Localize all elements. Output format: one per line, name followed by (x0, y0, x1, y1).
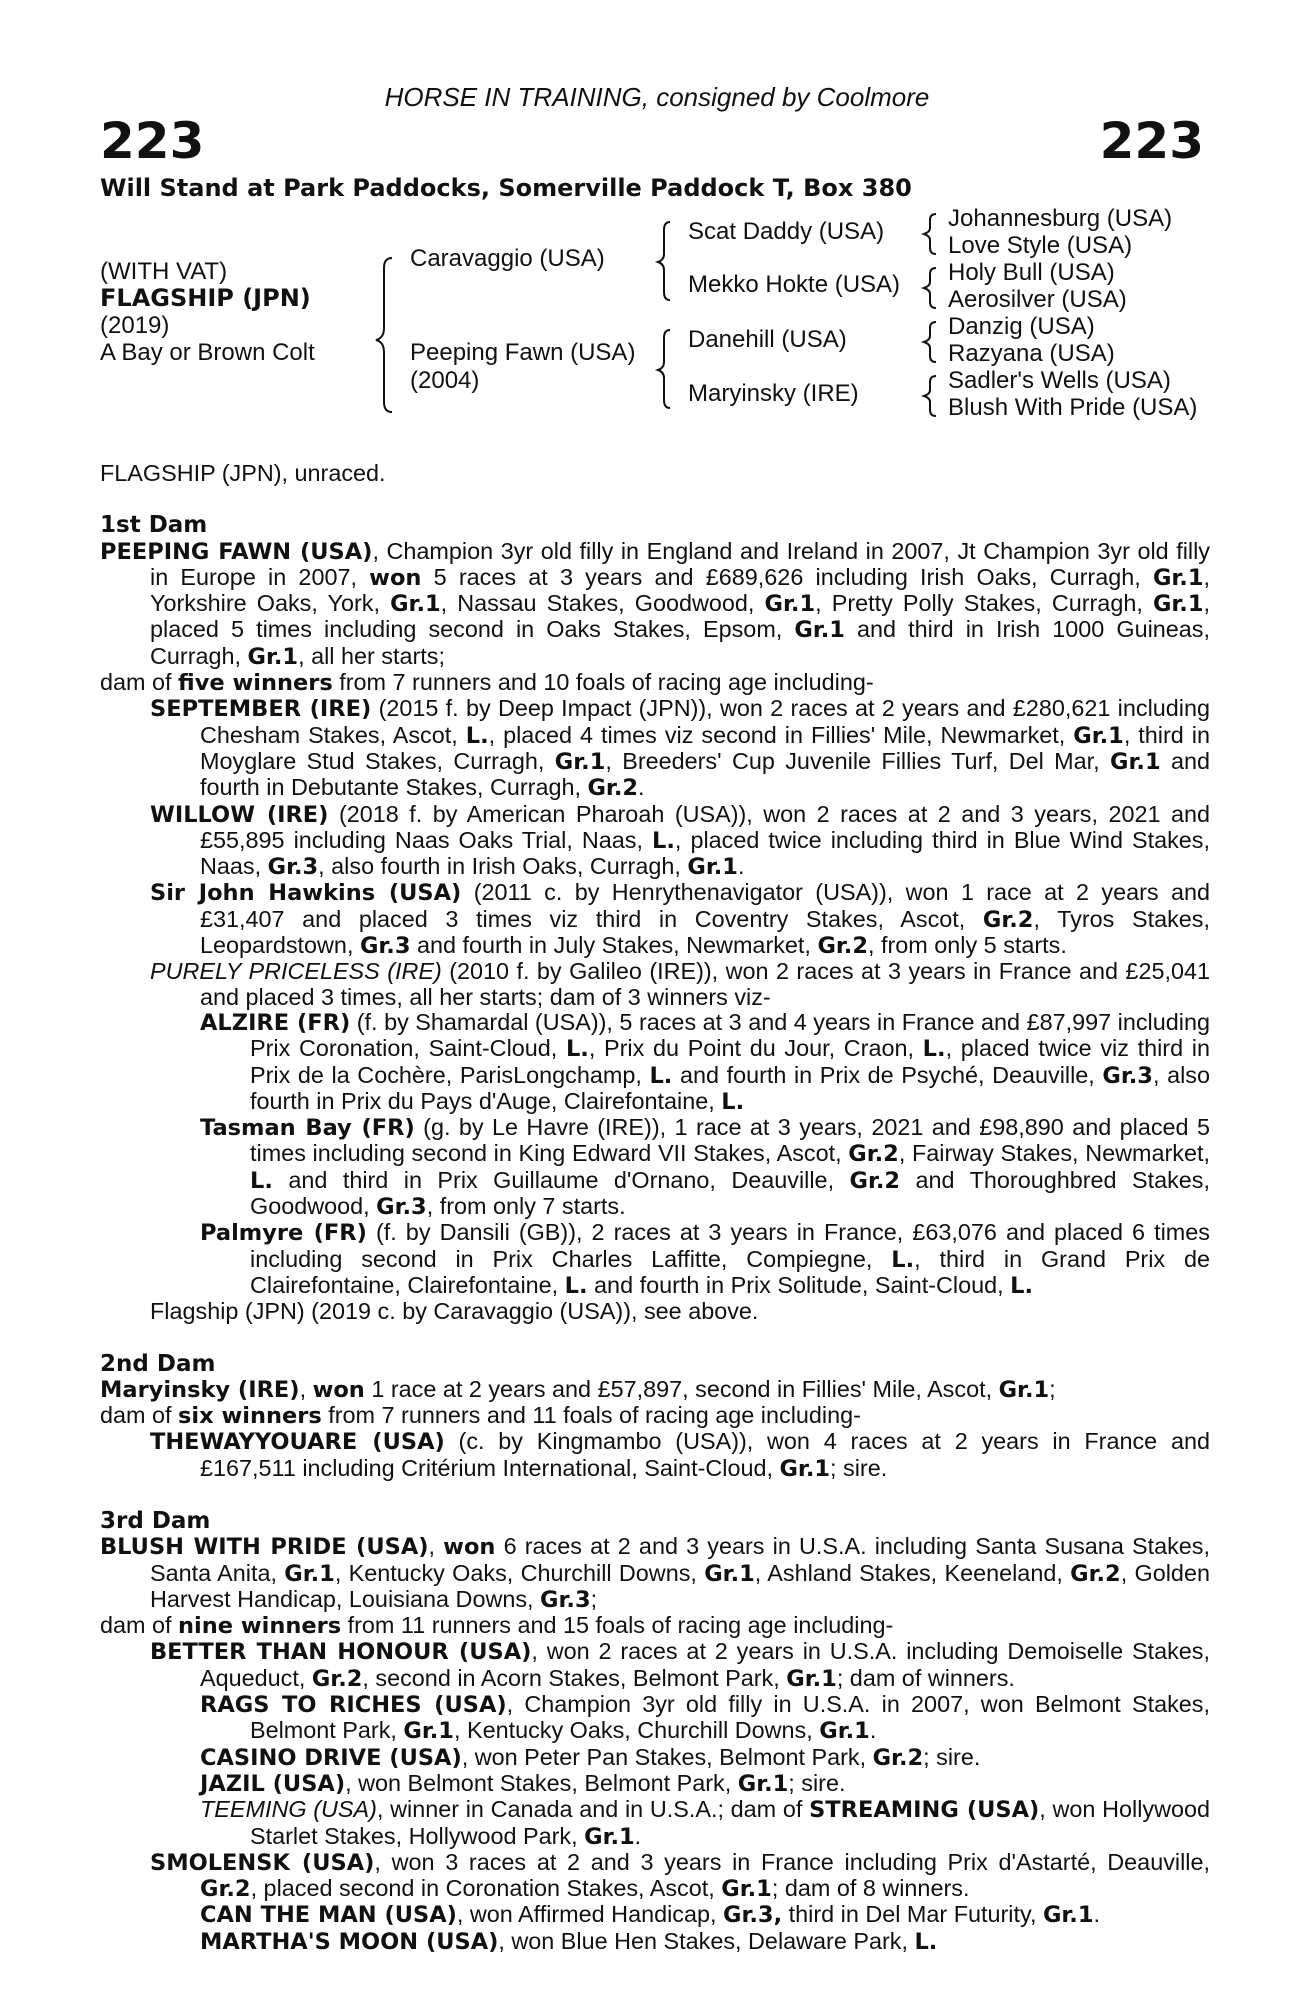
bracket-dam (658, 330, 670, 408)
produce-can-the-man: CAN THE MAN (USA), won Affirmed Handicap, Gr.3, third in Del Mar Futurity, Gr.1. (200, 1901, 1101, 1929)
dam-name: Peeping Fawn (USA) (410, 339, 636, 366)
produce-alzire: ALZIRE (FR) (f. by Shamardal (USA)), 5 races at 3 and 4 years in France and £87,997 including Prix Coronation, Saint-Cloud, L., Prix du Point du Jour, Craon, L., placed twice viz third in Prix de la Cochère, ParisLongchamp, L. and fourth in Prix de Psyché, Deauville, Gr.3, also fourth in Prix du Pays d'Auge, Clairefontaine, L. (200, 1008, 1210, 1115)
dam-dam: Maryinsky (IRE) (688, 380, 859, 407)
gen3-7: Sadler's Wells (USA) (948, 367, 1171, 394)
bracket-g4 (924, 376, 936, 416)
sire-sire: Scat Daddy (USA) (688, 218, 885, 245)
catalogue-body (100, 461, 1210, 1955)
sire-dam: Mekko Hokte (USA) (688, 271, 901, 298)
produce-rags-to-riches: RAGS TO RICHES (USA), Champion 3yr old filly in U.S.A. in 2007, won Belmont Stakes, Belmont Park, Gr.1, Kentucky Oaks, Churchill Downs, Gr.1. (200, 1691, 1210, 1745)
sire-name: Caravaggio (USA) (410, 245, 605, 272)
produce-thewayyouare: THEWAYYOUARE (USA) (c. by Kingmambo (USA)), won 4 races at 2 years in France and £167,511 including Critérium International, Saint-Cloud, Gr.1; sire. (150, 1428, 1210, 1482)
second-dam-produce-summary: dam of six winners from 7 runners and 11 foals of racing age including- (100, 1402, 861, 1430)
gen3-5: Danzig (USA) (948, 313, 1095, 340)
produce-jazil: JAZIL (USA), won Belmont Stakes, Belmont Park, Gr.1; sire. (200, 1769, 846, 1797)
produce-purely-priceless: PURELY PRICELESS (IRE) (2010 f. by Galileo (IRE)), won 2 races at 3 years in France and £25,041 and placed 3 times, all her starts; dam of 3 winners viz- (150, 958, 1210, 1010)
dam-sire: Danehill (USA) (688, 326, 847, 353)
produce-smolensk: SMOLENSK (USA), won 3 races at 2 and 3 years in France including Prix d'Astarté, Deauville, Gr.2, placed second in Coronation Stakes, Ascot, Gr.1; dam of 8 winners. (150, 1848, 1210, 1903)
produce-better-than-honour: BETTER THAN HONOUR (USA), won 2 races at 2 years in U.S.A. including Demoiselle Stakes, Aqueduct, Gr.2, second in Acorn Stakes, Belmont Park, Gr.1; dam of winners. (150, 1638, 1210, 1692)
bracket-g2 (924, 268, 936, 308)
produce-willow: WILLOW (IRE) (2018 f. by American Pharoah (USA)), won 2 races at 2 and 3 years, 2021 and £55,895 including Naas Oaks Trial, Naas, L., placed twice including third in Blue Wind Stakes, Naas, Gr.3, also fourth in Irish Oaks, Curragh, Gr.1. (150, 800, 1211, 881)
first-dam-entry: PEEPING FAWN (USA), Champion 3yr old filly in England and Ireland in 2007, Jt Champion 3yr old filly in Europe in 2007, won 5 races at 3 years and £689,626 including Irish Oaks, Curragh, Gr.1, Yorkshire Oaks, York, Gr.1, Nassau Stakes, Goodwood, Gr.1, Pretty Polly Stakes, Curragh, Gr.1, placed 5 times including second in Oaks Stakes, Epsom, Gr.1 and third in Irish 1000 Guineas, Curragh, Gr.1, all her starts; (100, 537, 1211, 670)
section-3rd-dam: 3rd Dam (100, 1507, 211, 1534)
third-dam-entry: BLUSH WITH PRIDE (USA), won 6 races at 2 and 3 years in U.S.A. including Santa Susana Stakes, Santa Anita, Gr.1, Kentucky Oaks, Churchill Downs, Gr.1, Ashland Stakes, Keeneland, Gr.2, Golden Harvest Handicap, Louisiana Downs, Gr.3; (100, 1533, 1210, 1613)
gen3-3: Holy Bull (USA) (948, 259, 1115, 286)
produce-sir-john-hawkins: Sir John Hawkins (USA) (2011 c. by Henrythenavigator (USA)), won 1 race at 2 years and £31,407 and placed 3 times viz third in Coventry Stakes, Ascot, Gr.2, Tyros Stakes, Leopardstown, Gr.3 and fourth in July Stakes, Newmarket, Gr.2, from only 5 starts. (150, 879, 1210, 960)
produce-tasman-bay: Tasman Bay (FR) (g. by Le Havre (IRE)), 1 race at 3 years, 2021 and £98,890 and placed 5 times including second in King Edward VII Stakes, Ascot, Gr.2, Fairway Stakes, Newmarket, L. and third in Prix Guillaume d'Ornano, Deauville, Gr.2 and Thoroughbred Stakes, Goodwood, Gr.3, from only 7 starts. (200, 1114, 1211, 1221)
gen3-4: Aerosilver (USA) (948, 286, 1127, 313)
bracket-g1 (924, 214, 936, 254)
consignor-header: HORSE IN TRAINING, consigned by Coolmore (384, 82, 930, 112)
produce-marthas-moon: MARTHA'S MOON (USA), won Blue Hen Stakes, Delaware Park, L. (200, 1927, 938, 1955)
horse-name: FLAGSHIP (JPN) (100, 284, 311, 312)
horse-year: (2019) (100, 312, 170, 339)
horse-description: A Bay or Brown Colt (100, 339, 315, 366)
bracket-g3 (924, 322, 936, 362)
produce-casino-drive: CASINO DRIVE (USA), won Peter Pan Stakes, Belmont Park, Gr.2; sire. (200, 1743, 981, 1771)
gen3-6: Razyana (USA) (948, 340, 1115, 367)
gen3-2: Love Style (USA) (948, 232, 1133, 259)
bracket-main (376, 258, 392, 412)
produce-teeming: TEEMING (USA), winner in Canada and in U.S.A.; dam of STREAMING (USA), won Hollywood Starlet Stakes, Hollywood Park, Gr.1. (200, 1796, 1211, 1850)
third-dam-produce-summary: dam of nine winners from 11 runners and 15 foals of racing age including- (100, 1612, 894, 1640)
bracket-sire (658, 222, 670, 300)
produce-flagship: Flagship (JPN) (2019 c. by Caravaggio (USA)), see above. (150, 1298, 759, 1325)
produce-september: SEPTEMBER (IRE) (2015 f. by Deep Impact (JPN)), won 2 races at 2 years and £280,621 including Chesham Stakes, Ascot, L., placed 4 times viz second in Fillies' Mile, Newmarket, Gr.1, third in Moyglare Stud Stakes, Curragh, Gr.1, Breeders' Cup Juvenile Fillies Turf, Del Mar, Gr.1 and fourth in Debutante Stakes, Curragh, Gr.2. (150, 695, 1210, 802)
section-1st-dam: 1st Dam (100, 512, 208, 539)
lot-number-right: 223 (1099, 112, 1204, 170)
stand-location: Will Stand at Park Paddocks, Somerville Paddock T, Box 380 (100, 174, 912, 202)
gen3-1: Johannesburg (USA) (948, 205, 1173, 232)
dam-year: (2004) (410, 367, 480, 394)
section-2nd-dam: 2nd Dam (100, 1350, 216, 1377)
gen3-8: Blush With Pride (USA) (948, 394, 1198, 421)
produce-palmyre: Palmyre (FR) (f. by Dansili (GB)), 2 races at 3 years in France, £63,076 and placed 6 times including second in Prix Charles Laffitte, Compiegne, L., third in Grand Prix de Clairefontaine, Clairefontaine, L. and fourth in Prix Solitude, Saint-Cloud, L. (200, 1219, 1210, 1299)
first-dam-produce-summary: dam of five winners from 7 runners and 10 foals of racing age including- (100, 669, 874, 697)
pedigree-brackets (0, 0, 1314, 440)
lot-number-left: 223 (100, 112, 205, 170)
race-record: FLAGSHIP (JPN), unraced. (100, 460, 386, 486)
second-dam-entry: Maryinsky (IRE), won 1 race at 2 years and £57,897, second in Fillies' Mile, Ascot, Gr.1; (100, 1375, 1056, 1403)
vat-label: (WITH VAT) (100, 258, 228, 285)
